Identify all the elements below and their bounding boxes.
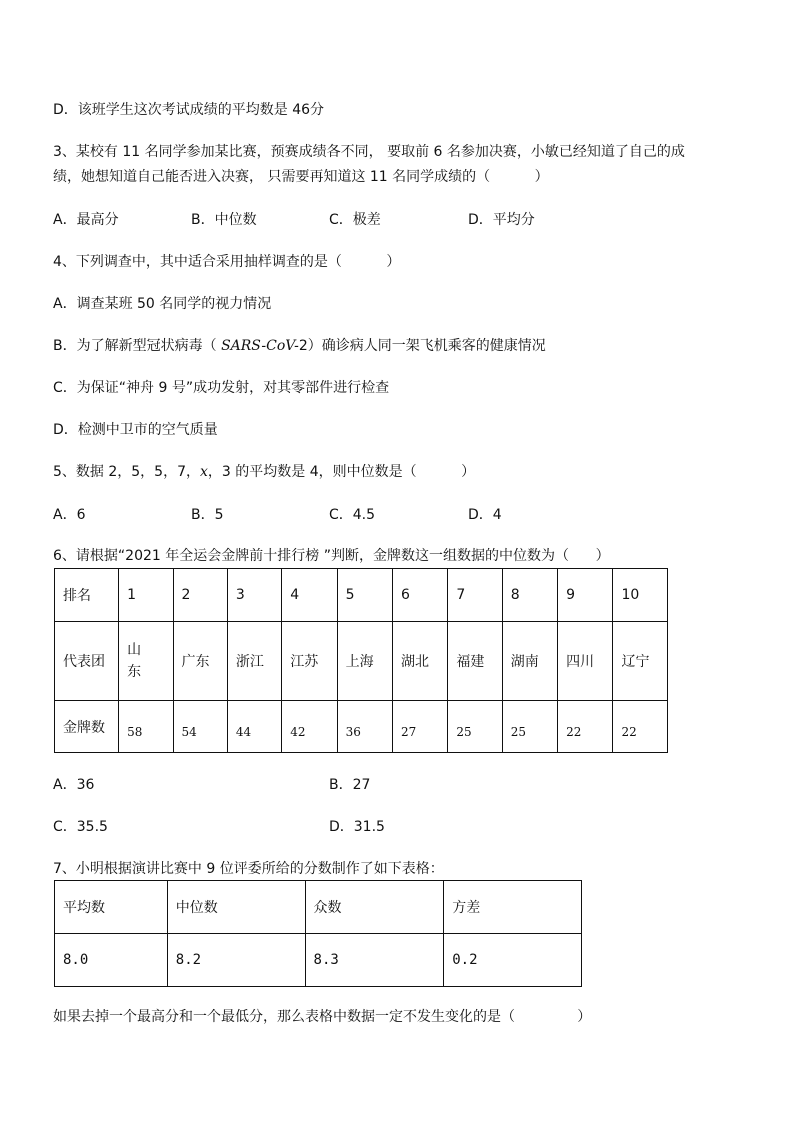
stats-header-row [55, 881, 582, 934]
team-cell: 广东 [173, 622, 227, 701]
q4-stem: 4、下列调查中，其中适合采用抽样调查的是（ ） [53, 254, 401, 270]
team-cell: 上海 [337, 622, 392, 701]
team-name: 山东 [127, 642, 142, 680]
q4-option-b-pre: B．为了解新型冠状病毒（ [53, 338, 222, 354]
q5-option-a: A．6 [53, 507, 86, 523]
row-header-rank: 排名 [55, 569, 119, 622]
q5-option-c: C．4.5 [329, 507, 376, 523]
q6-option-d: D．31.5 [329, 819, 385, 835]
q4-option-b-virus: SARS-CoV- [221, 338, 299, 354]
rank-cell: 7 [448, 569, 502, 622]
gold-cell: 27 [393, 701, 448, 753]
rank-cell: 2 [173, 569, 227, 622]
q4-option-a: A．调查某班 50 名同学的视力情况 [53, 296, 272, 312]
q6-option-b: B．27 [329, 777, 371, 793]
q4-option-b [53, 336, 546, 356]
q6-option-a: A．36 [53, 777, 95, 793]
q5-stem-var: x [200, 464, 208, 480]
team-cell: 湖南 [502, 622, 557, 701]
q4-option-d: D．检测中卫市的空气质量 [53, 422, 218, 438]
gold-medal-table [54, 568, 668, 753]
rank-cell: 3 [227, 569, 281, 622]
q3-option-d: D．平均分 [468, 212, 535, 228]
team-cell: 四川 [558, 622, 613, 701]
gold-cell: 42 [282, 701, 337, 753]
row-header-gold: 金牌数 [55, 701, 119, 753]
gold-cell: 22 [558, 701, 613, 753]
score-stats-table [54, 880, 582, 987]
q2-option-d: D．该班学生这次考试成绩的平均数是 46分 [53, 102, 325, 118]
header-variance: 方差 [444, 881, 582, 934]
rank-cell: 5 [337, 569, 392, 622]
q6-option-c: C．35.5 [53, 819, 108, 835]
q5-option-d: D．4 [468, 507, 502, 523]
q6-stem: 6、请根据“2021 年全运会金牌前十排行榜 ”判断，金牌数这一组数据的中位数为（ ） [53, 548, 610, 564]
rank-cell: 6 [393, 569, 448, 622]
q3-option-c: C．极差 [329, 212, 381, 228]
q3-option-a: A．最高分 [53, 212, 119, 228]
value-mean: 8.0 [55, 934, 168, 987]
rank-cell: 4 [282, 569, 337, 622]
gold-cell: 36 [337, 701, 392, 753]
gold-cell: 25 [502, 701, 557, 753]
q3-stem-line1: 3、某校有 11 名同学参加某比赛，预赛成绩各不同， 要取前 6 名参加决赛，小敏已经知道了自己的成 [53, 144, 685, 160]
q5-stem-post: ，3 的平均数是 4，则中位数是（ ） [207, 464, 476, 480]
q3-stem-line2: 绩，她想知道自己能否进入决赛， 只需要再知道这 11 名同学成绩的（ ） [53, 169, 549, 185]
q3-option-b: B．中位数 [191, 212, 257, 228]
rank-cell: 1 [119, 569, 173, 622]
team-cell: 辽宁 [613, 622, 668, 701]
header-mode: 众数 [305, 881, 444, 934]
stats-value-row [55, 934, 582, 987]
row-header-team: 代表团 [55, 622, 119, 701]
team-row [55, 622, 668, 701]
team-cell: 浙江 [227, 622, 281, 701]
header-mean: 平均数 [55, 881, 168, 934]
rank-cell: 10 [613, 569, 668, 622]
q5-stem-pre: 5、数据 2，5，5，7， [53, 464, 200, 480]
rank-row [55, 569, 668, 622]
gold-cell: 22 [613, 701, 668, 753]
q4-option-c: C．为保证“神舟 9 号”成功发射，对其零部件进行检查 [53, 380, 390, 396]
q4-option-b-post: 2）确诊病人同一架飞机乘客的健康情况 [298, 338, 546, 354]
gold-cell: 44 [227, 701, 281, 753]
gold-row [55, 701, 668, 753]
q7-stem: 7、小明根据演讲比赛中 9 位评委所给的分数制作了如下表格： [53, 861, 444, 877]
rank-cell: 8 [502, 569, 557, 622]
team-cell [119, 622, 173, 701]
value-variance: 0.2 [444, 934, 582, 987]
team-cell: 福建 [448, 622, 502, 701]
value-median: 8.2 [167, 934, 305, 987]
q5-option-b: B．5 [191, 507, 224, 523]
gold-cell: 58 [119, 701, 173, 753]
q7-question: 如果去掉一个最高分和一个最低分，那么表格中数据一定不发生变化的是（ ） [53, 1009, 592, 1025]
value-mode: 8.3 [305, 934, 444, 987]
team-cell: 湖北 [393, 622, 448, 701]
team-cell: 江苏 [282, 622, 337, 701]
q5-stem [53, 462, 475, 482]
gold-cell: 54 [173, 701, 227, 753]
rank-cell: 9 [558, 569, 613, 622]
gold-cell: 25 [448, 701, 502, 753]
header-median: 中位数 [167, 881, 305, 934]
